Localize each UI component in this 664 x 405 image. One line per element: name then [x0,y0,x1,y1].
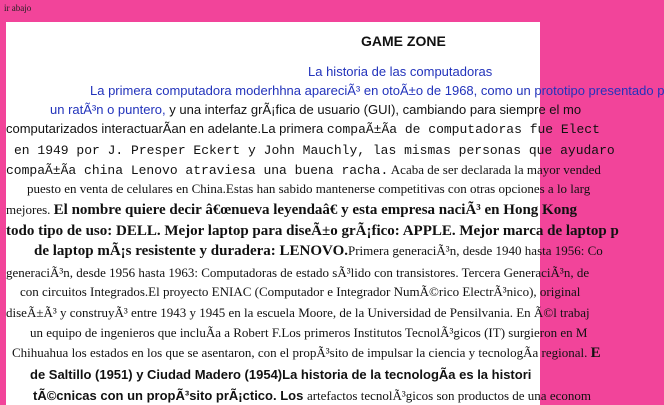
article-line [6,222,619,240]
article-text-segment: compaÃ±Ãa china Lenovo atraviesa una buena racha. [6,163,389,178]
article-text-segment: E [590,345,601,361]
article-text-segment: puesto en venta de celulares en China.Estas han sabido mantenerse competitivas con otras opciones a lo larg [27,181,591,196]
article-text-segment: de Saltillo (1951) y Ciudad Madero (1954) [30,367,283,382]
article-text-segment: artefactos tecnolÃ³gicos son productos de una econom [306,388,591,403]
article-heading: La historia de las computadoras [308,64,493,79]
article-text-segment: un ratÃ³n o puntero, [50,102,166,117]
article-text-segment: Primera generaciÃ³n, desde 1940 hasta 1956: Co [348,243,603,258]
article-line [30,366,531,384]
article-line [6,161,601,179]
article-text-segment: de laptop mÃ¡s resistente y duradera: LENOVO. [34,243,348,259]
article-line [6,201,577,219]
article-text-segment: tÃ©cnicas con un propÃ³sito prÃ¡ctico. Los [33,388,307,403]
article-line [50,101,581,119]
article-line [6,264,589,282]
article-line [33,387,591,405]
article-line [90,82,664,100]
article-line [30,324,587,342]
article-text-segment: La primera computadora moderhhna apareciÃ³ en otoÃ±o de 1968, como un prototipo presentado p [90,83,664,98]
article-text-segment: compaÃ±Ãa de computadoras fue Elect [326,122,600,137]
go-down-link[interactable]: ir abajo [4,3,32,13]
article-text-segment: computarizados interactuarÃan en adelante.La primera [6,121,327,136]
top-bar [0,0,540,16]
article-line [6,120,600,138]
article-line [34,242,603,260]
article-line [14,141,615,159]
article-text-segment: un equipo de ingenieros que incluÃa a Robert F.Los primeros Institutos TecnolÃ³gicos (IT) surgieron en M [30,325,588,340]
article-text-segment: Acaba de ser declarada la mayor vended [388,162,601,177]
article-text-segment: en 1949 por J. Presper Eckert y John Mauchly, las mismas personas que ayudaro [14,143,615,158]
article-text-segment: diseÃ±Ã³ y construyÃ³ entre 1943 y 1945 en la escuela Moore, de la Universidad de Pensilvania. En Ã©l trabaj [6,305,590,320]
page-container [6,22,664,405]
article-text-segment: La historia de la tecnologÃa es la histori [282,367,532,382]
article-text-segment: con circuitos Integrados.El proyecto ENIAC (Computador e Integrador NumÃ©rico ElectrÃ³nico), original [20,284,581,299]
article-text-segment: y una interfaz grÃ¡fica de usuario (GUI), cambiando para siempre el mo [165,102,582,117]
article-line [12,344,601,362]
article-line [27,180,590,198]
content-area [6,26,664,405]
article-text-segment: El nombre quiere decir â€œnueva leyendaâ€ y esta empresa naciÃ³ en Hong Kong [53,202,578,218]
site-title: GAME ZONE [361,33,446,49]
article-text-segment: todo tipo de uso: DELL. Mejor laptop para diseÃ±o grÃ¡fico: APPLE. Mejor marca de laptop p [6,223,619,239]
article-line [6,304,590,322]
article-text-segment: mejores. [6,202,54,217]
article-text-segment: Chihuahua los estados en los que se asentaron, con el propÃ³sito de impulsar la ciencia y tecnologÃa regional. [12,345,591,360]
article-text-segment: generaciÃ³n, desde 1956 hasta 1963: Computadoras de estado sÃ³lido con transistores. Tercera GeneraciÃ³n, de [6,265,590,280]
article-line [20,283,580,301]
